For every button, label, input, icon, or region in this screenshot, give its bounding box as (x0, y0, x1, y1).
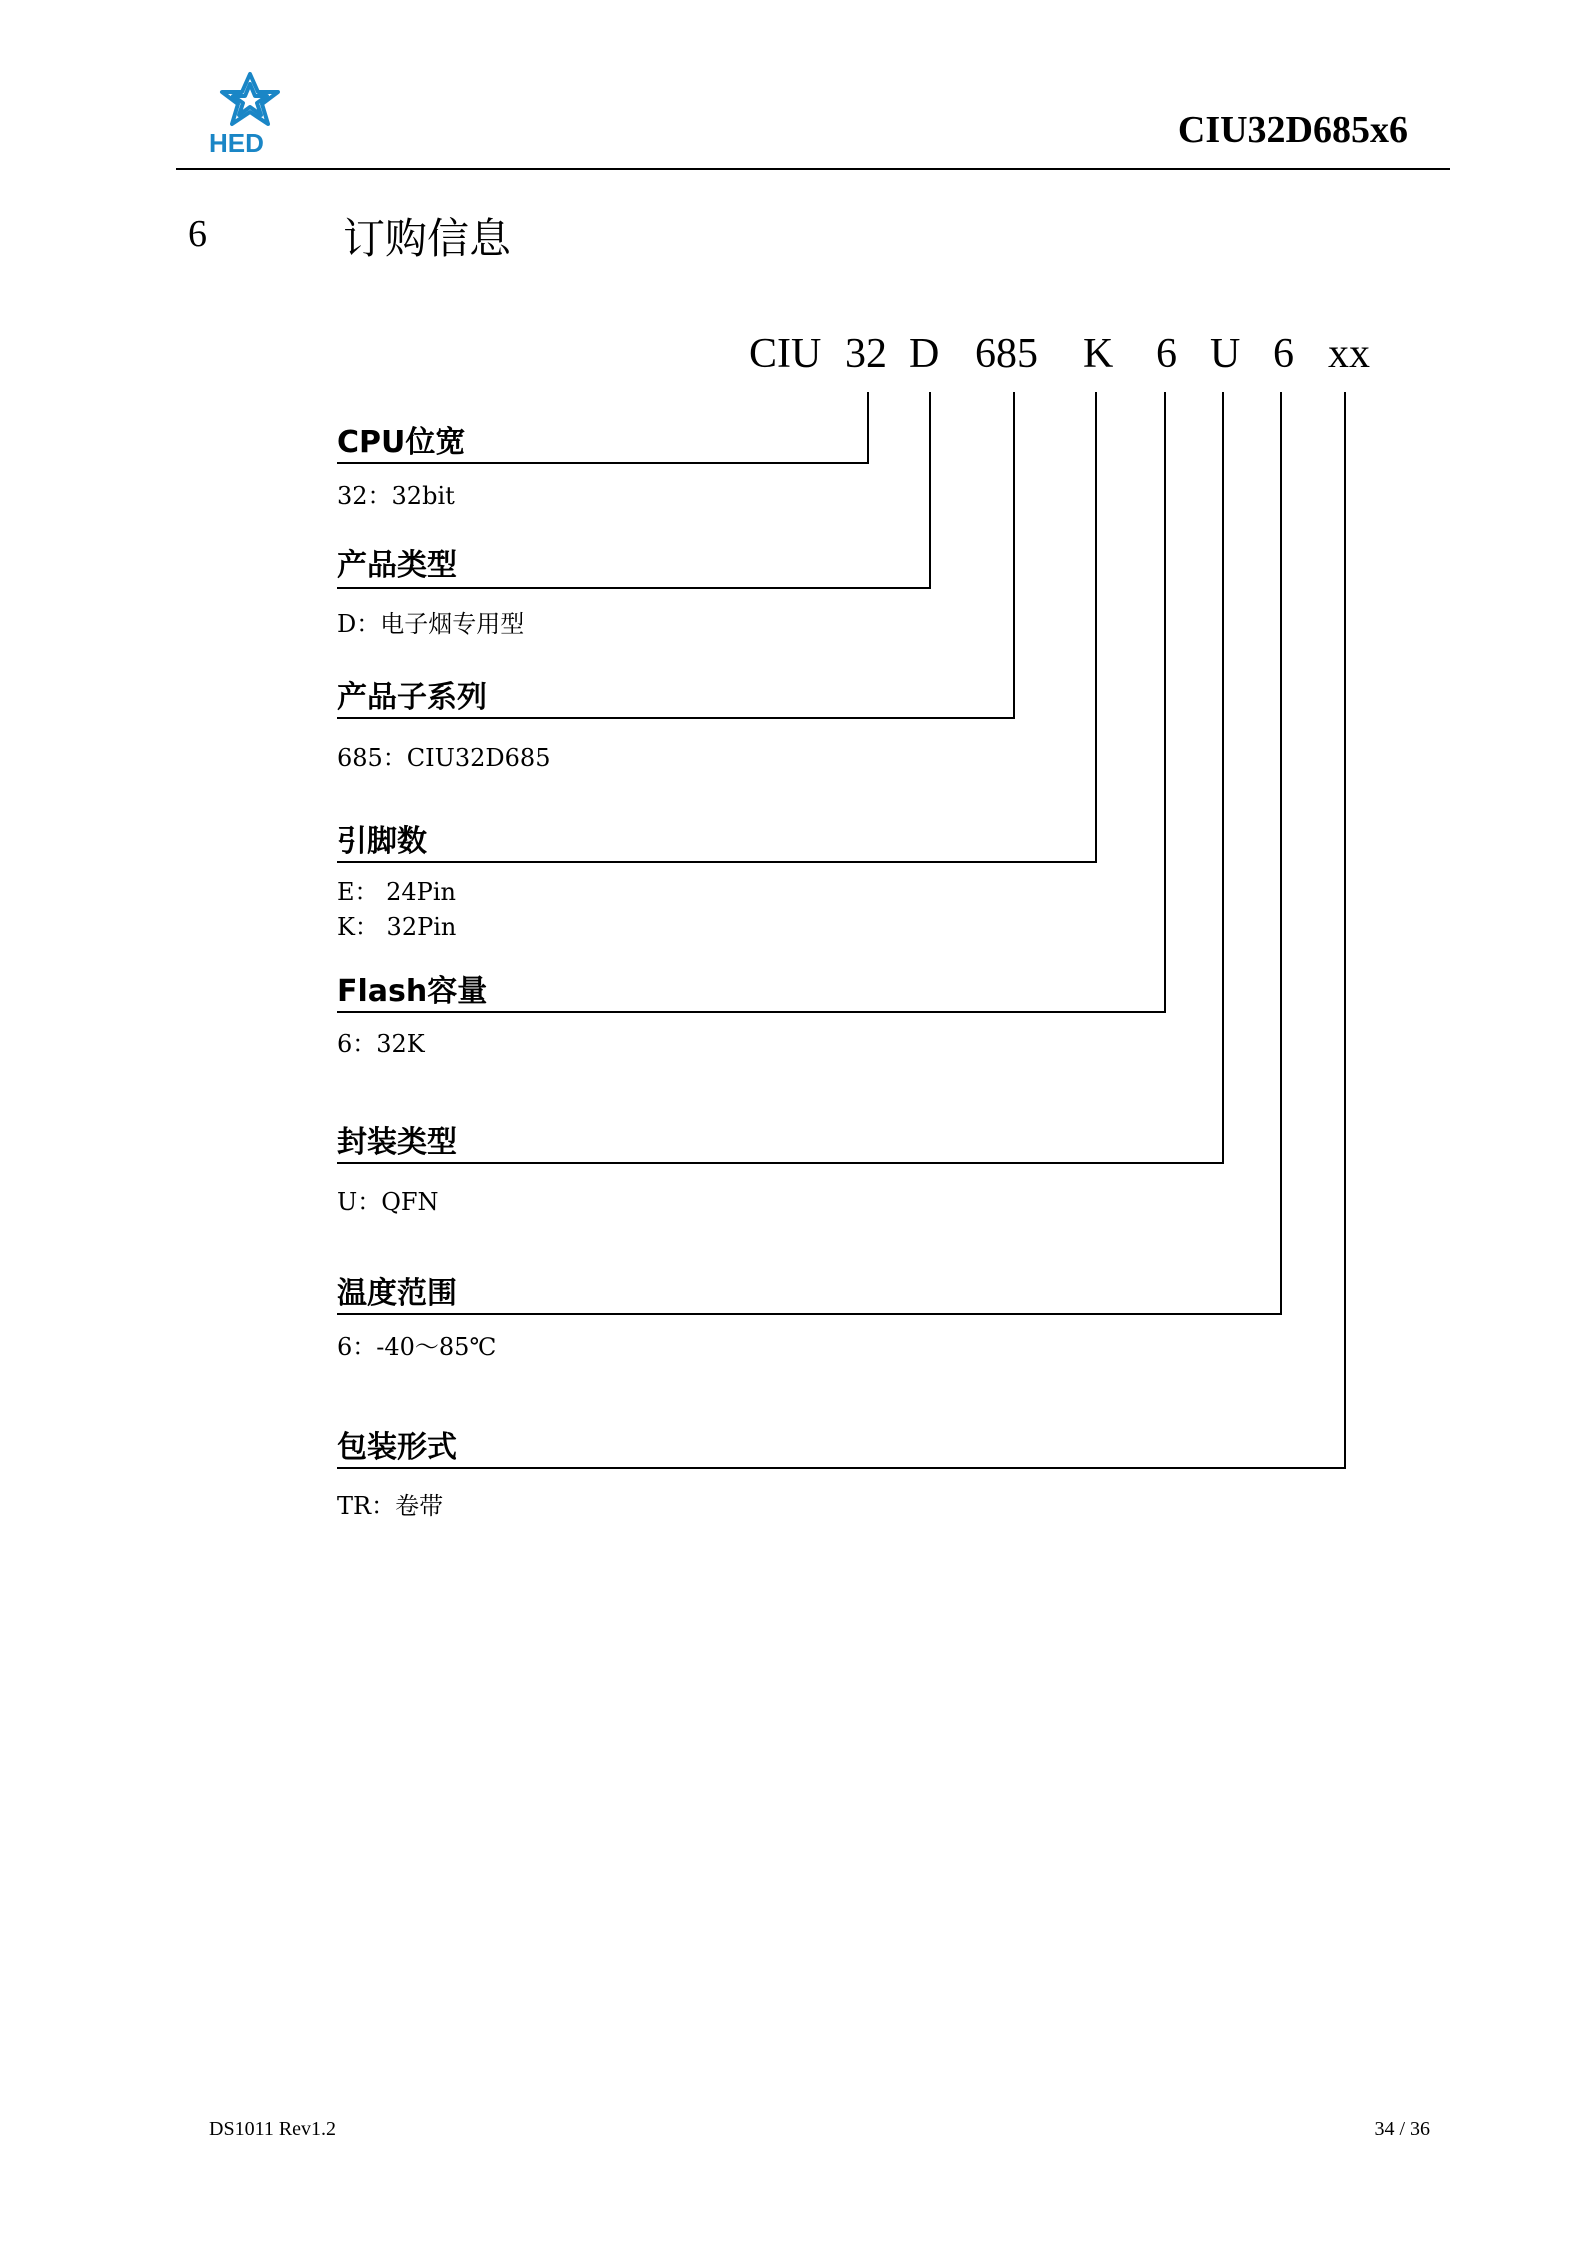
field-label-cpu-width: CPU位宽 (337, 425, 466, 460)
field-label-pin-count: 引脚数 (337, 824, 427, 859)
document-title: CIU32D685x6 (1177, 109, 1408, 151)
code-part-packing: xx (1328, 331, 1370, 377)
footer-page-number: 34 / 36 (1374, 2118, 1430, 2140)
field-label-product-type: 产品类型 (337, 548, 457, 583)
section-number: 6 (188, 213, 207, 255)
code-part-cpu-width: 32 (845, 331, 887, 377)
code-part-temperature: 6 (1273, 331, 1294, 377)
field-desc-product-type: D：电子烟专用型 (337, 610, 525, 638)
field-label-flash: Flash容量 (337, 974, 488, 1009)
field-label-packing: 包装形式 (337, 1430, 457, 1465)
code-part-subseries: 685 (975, 331, 1038, 377)
connector-packing (337, 392, 1345, 1468)
code-part-product-type: D (909, 331, 940, 377)
section-title: 订购信息 (343, 214, 512, 263)
footer-doc-id: DS1011 Rev1.2 (209, 2118, 337, 2140)
field-desc-subseries: 685：CIU32D685 (337, 744, 551, 772)
connector-temperature (337, 392, 1281, 1314)
field-desc-pin-count-k: K： 32Pin (337, 913, 457, 941)
connector-package (337, 392, 1223, 1163)
field-desc-package: U：QFN (337, 1188, 439, 1216)
code-part-pin-count: K (1083, 331, 1114, 377)
field-label-package: 封装类型 (337, 1125, 457, 1160)
field-desc-pin-count-e: E： 24Pin (337, 878, 456, 906)
field-label-temperature: 温度范围 (337, 1276, 457, 1311)
field-desc-packing: TR：卷带 (337, 1492, 444, 1520)
code-part-package: U (1210, 331, 1241, 377)
field-label-subseries: 产品子系列 (337, 680, 487, 715)
code-part-flash: 6 (1156, 331, 1177, 377)
logo-text: HED (209, 128, 264, 158)
code-part-prefix: CIU (749, 331, 822, 377)
field-desc-flash: 6：32K (337, 1030, 425, 1058)
field-desc-cpu-width: 32：32bit (337, 482, 455, 510)
field-desc-temperature: 6：-40～85℃ (337, 1333, 497, 1361)
